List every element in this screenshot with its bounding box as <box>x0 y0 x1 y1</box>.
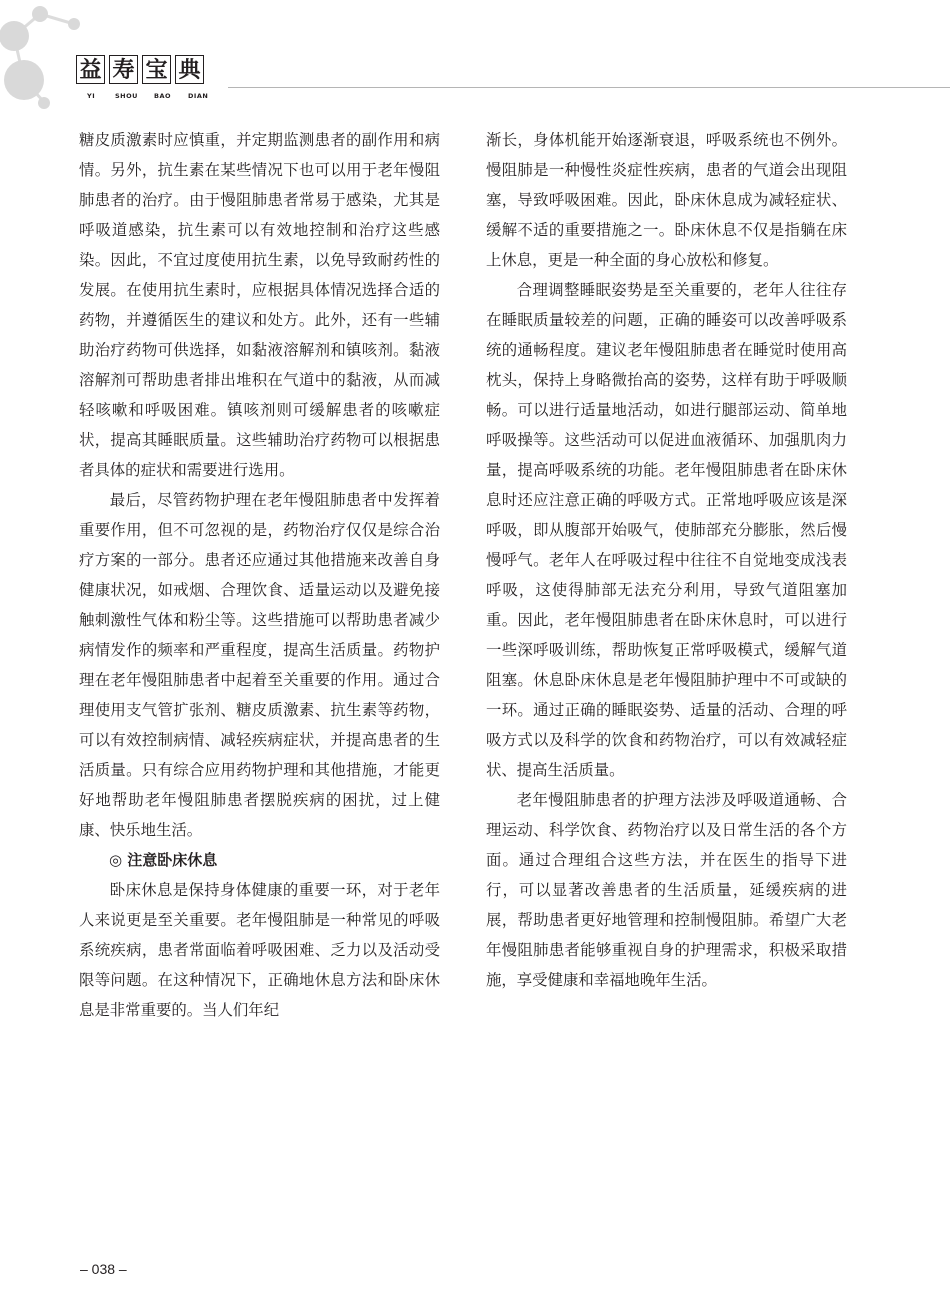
logo-char: 典 <box>175 55 204 84</box>
header-rule <box>228 87 950 88</box>
logo-pinyin: SHOU <box>115 92 138 100</box>
paragraph: 卧床休息是保持身体健康的重要一环，对于老年人来说更是至关重要。老年慢阻肺是一种常见的呼吸系统疾病，患者常面临着呼吸困难、乏力以及活动受限等问题。在这种情况下，正确地休息方法和卧床休息是非常重要的。当人们年纪 <box>79 881 440 1019</box>
logo-pinyin: BAO <box>154 92 172 100</box>
logo-char: 益 <box>76 55 105 84</box>
paragraph: 最后，尽管药物护理在老年慢阻肺患者中发挥着重要作用，但不可忽视的是，药物治疗仅仅是综合治疗方案的一部分。患者还应通过其他措施来改善自身健康状况，如戒烟、合理饮食、适量运动以及避免接触刺激性气体和粉尘等。这些措施可以帮助患者减少病情发作的频率和严重程度，提高生活质量。药物护理在老年慢阻肺患者中起着至关重要的作用。通过合理使用支气管扩张剂、糖皮质激素、抗生素等药物，可以有效控制病情、减轻疾病症状，并提高患者的生活质量。只有综合应用药物护理和其他措施，才能更好地帮助老年慢阻肺患者摆脱疾病的困扰，过上健康、快乐地生活。 <box>79 491 440 839</box>
left-column <box>79 125 440 1025</box>
logo-char: 宝 <box>142 55 171 84</box>
logo-char: 寿 <box>109 55 138 84</box>
right-column <box>486 125 847 995</box>
section-heading: ◎ 注意卧床休息 <box>109 851 218 869</box>
paragraph: 糖皮质激素时应慎重，并定期监测患者的副作用和病情。另外，抗生素在某些情况下也可以用于老年慢阻肺患者的治疗。由于慢阻肺患者常易于感染，尤其是呼吸道感染，抗生素可以有效地控制和治疗这些感染。因此，不宜过度使用抗生素，以免导致耐药性的发展。在使用抗生素时，应根据具体情况选择合适的药物，并遵循医生的建议和处方。此外，还有一些辅助治疗药物可供选择，如黏液溶解剂和镇咳剂。黏液溶解剂可帮助患者排出堆积在气道中的黏液，从而减轻咳嗽和呼吸困难。镇咳剂则可缓解患者的咳嗽症状，提高其睡眠质量。这些辅助治疗药物可以根据患者具体的症状和需要进行选用。 <box>79 131 440 479</box>
logo-pinyin: YI <box>87 92 96 100</box>
page-number: – 038 – <box>80 1261 127 1277</box>
paragraph: 渐长，身体机能开始逐渐衰退，呼吸系统也不例外。慢阻肺是一种慢性炎症性疾病，患者的气道会出现阻塞，导致呼吸困难。因此，卧床休息成为减轻症状、缓解不适的重要措施之一。卧床休息不仅是指躺在床上休息，更是一种全面的身心放松和修复。 <box>486 131 847 269</box>
paragraph: 老年慢阻肺患者的护理方法涉及呼吸道通畅、合理运动、科学饮食、药物治疗以及日常生活的各个方面。通过合理组合这些方法，并在医生的指导下进行，可以显著改善患者的生活质量，延缓疾病的进展，帮助患者更好地管理和控制慢阻肺。希望广大老年慢阻肺患者能够重视自身的护理需求，积极采取措施，享受健康和幸福地晚年生活。 <box>486 791 847 989</box>
logo-pinyin: DIAN <box>188 92 209 100</box>
paragraph: 合理调整睡眠姿势是至关重要的，老年人往往存在睡眠质量较差的问题，正确的睡姿可以改善呼吸系统的通畅程度。建议老年慢阻肺患者在睡觉时使用高枕头，保持上身略微抬高的姿势，这样有助于呼吸顺畅。可以进行适量地活动，如进行腿部运动、简单地呼吸操等。这些活动可以促进血液循环、加强肌肉力量，提高呼吸系统的功能。老年慢阻肺患者在卧床休息时还应注意正确的呼吸方式。正常地呼吸应该是深呼吸，即从腹部开始吸气，使肺部充分膨胀，然后慢慢呼气。老年人在呼吸过程中往往不自觉地变成浅表呼吸，这使得肺部无法充分利用，导致气道阻塞加重。因此，老年慢阻肺患者在卧床休息时，可以进行一些深呼吸训练，帮助恢复正常呼吸模式，缓解气道阻塞。休息卧床休息是老年慢阻肺护理中不可或缺的一环。通过正确的睡眠姿势、适量的活动、合理的呼吸方式以及科学的饮食和药物治疗，可以有效减轻症状、提高生活质量。 <box>486 281 847 779</box>
magazine-logo <box>76 55 208 84</box>
